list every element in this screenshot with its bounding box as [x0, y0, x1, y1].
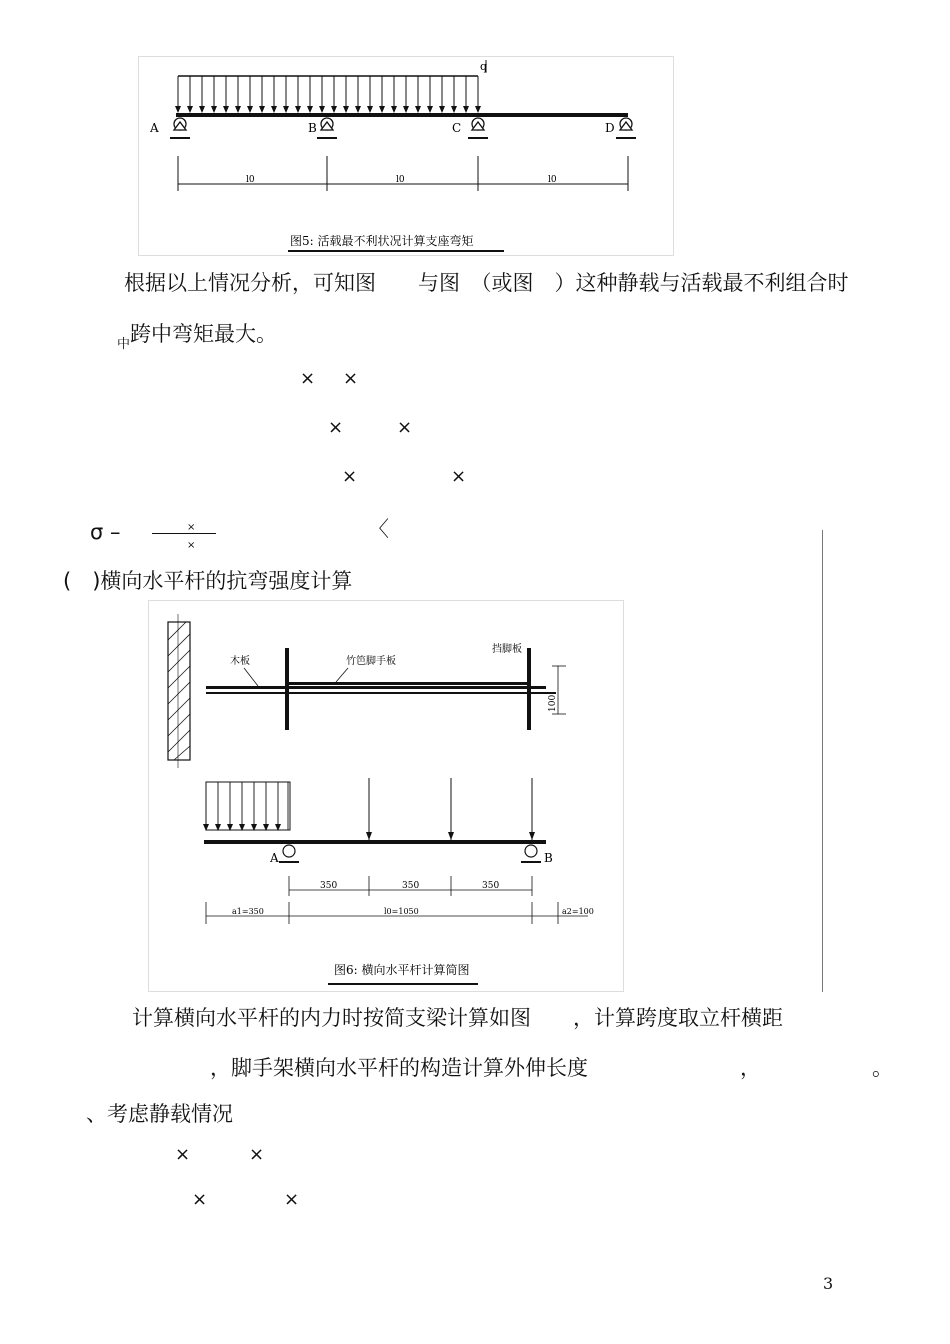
- paragraph-2-line-2a: ，脚手架横向水平杆的构造计算外伸长度: [210, 1056, 588, 1080]
- dim-a2-label: a2=100: [562, 907, 594, 916]
- figure-6: [148, 600, 624, 992]
- multiply-sign: ×: [343, 368, 359, 389]
- support-label: B: [308, 121, 317, 135]
- spacing-label: 350: [402, 881, 420, 891]
- label-wood-board: 木板: [230, 656, 250, 667]
- page-number: 3: [823, 1274, 834, 1293]
- multiply-sign: ×: [342, 466, 358, 487]
- label-toe-board: 挡脚板: [492, 644, 522, 655]
- paragraph-2-line-2c: 。: [872, 1056, 893, 1080]
- fraction-bar: [152, 533, 216, 534]
- multiply-sign: ×: [192, 1189, 208, 1210]
- margin-rule: [822, 530, 823, 992]
- paragraph-1-line-2: 跨中弯矩最大。: [130, 322, 277, 346]
- span-label: l0: [246, 175, 255, 185]
- dim-a1-label: a1=350: [232, 907, 264, 916]
- fraction-denominator: ×: [187, 540, 196, 551]
- span-label: l0: [548, 175, 557, 185]
- label-bamboo-board: 竹笆脚手板: [346, 656, 396, 667]
- paragraph-2-line-1: 计算横向水平杆的内力时按简支梁计算如图 ，计算跨度取立杆横距: [132, 1006, 783, 1030]
- support-label: A: [150, 121, 159, 135]
- spacing-label: 350: [320, 881, 338, 891]
- figure-5-diagram: [138, 56, 674, 256]
- fraction-numerator: ×: [187, 522, 196, 533]
- multiply-sign: ×: [175, 1144, 191, 1165]
- dim-l0-label: l0=1050: [384, 907, 419, 916]
- spacing-label: 350: [482, 881, 500, 891]
- sigma-formula: σ –: [90, 520, 121, 544]
- figure-5: [138, 56, 674, 256]
- figure-6-diagram: [148, 600, 624, 992]
- support-a-label: A: [270, 851, 279, 865]
- section-heading-static-load: 、考虑静载情况: [86, 1102, 233, 1126]
- multiply-sign: ×: [397, 417, 413, 438]
- support-label: D: [605, 121, 615, 135]
- subscript-mark: 中: [117, 337, 131, 352]
- multiply-sign: ×: [451, 466, 467, 487]
- figure-6-caption: 图6: 横向水平杆计算简图: [334, 963, 470, 977]
- bracket-mark: 〈: [368, 517, 389, 541]
- load-marker: q: [480, 60, 488, 73]
- figure-5-caption: 图5: 活载最不利状况计算支座弯矩: [290, 234, 474, 248]
- section-heading-crossbar: ( )横向水平杆的抗弯强度计算: [63, 569, 353, 593]
- paragraph-1-line-1: 根据以上情况分析，可知图 与图 （或图 ）这种静载与活载最不利组合时: [124, 271, 849, 295]
- paragraph-2-line-2b: ，: [740, 1056, 761, 1080]
- multiply-sign: ×: [249, 1144, 265, 1165]
- support-b-label: B: [544, 851, 553, 865]
- support-label: C: [452, 121, 462, 135]
- multiply-sign: ×: [328, 417, 344, 438]
- span-label: l0: [396, 175, 405, 185]
- multiply-sign: ×: [300, 368, 316, 389]
- label-height-100: 100: [548, 694, 558, 712]
- multiply-sign: ×: [284, 1189, 300, 1210]
